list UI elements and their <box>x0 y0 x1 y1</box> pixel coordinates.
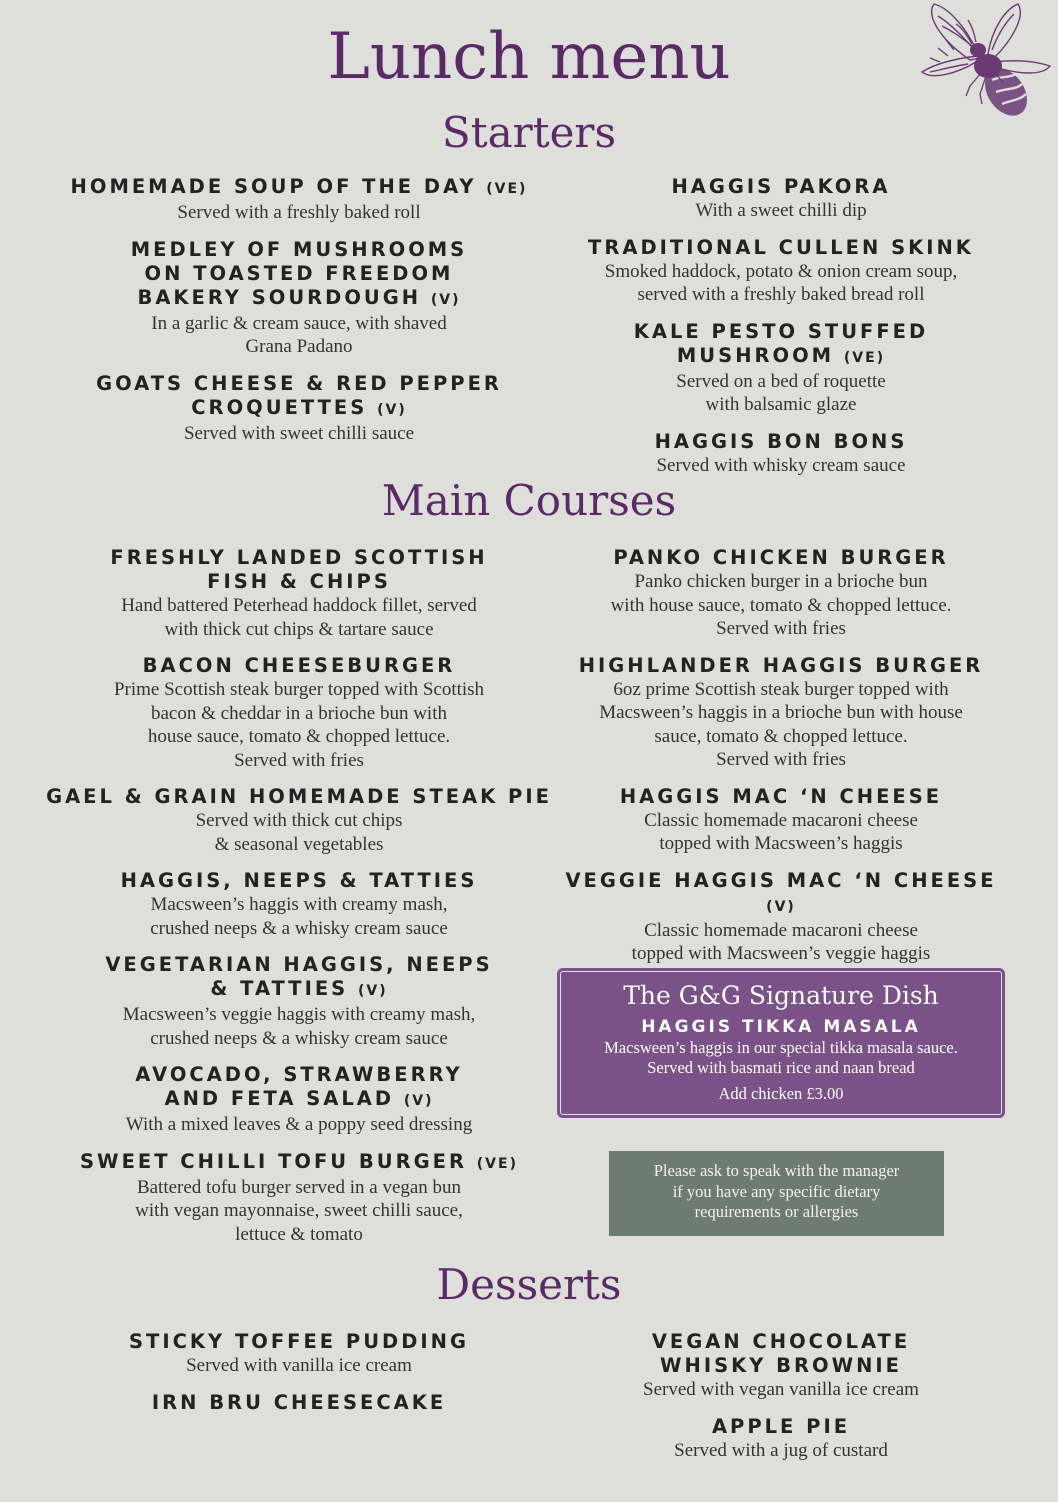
menu-item-description: Macsween’s haggis in a brioche bun with house <box>599 702 963 723</box>
desserts-right <box>552 1330 1010 1475</box>
menu-item <box>40 1150 558 1247</box>
menu-item-name-text: PANKO CHICKEN BURGER <box>613 546 949 569</box>
menu-item-description: Classic homemade macaroni cheese <box>644 919 918 941</box>
menu-item-name <box>552 344 1010 370</box>
menu-item-description: served with a freshly baked bread roll <box>637 284 925 305</box>
menu-item <box>552 430 1010 478</box>
menu-item-name <box>40 175 558 201</box>
dietary-tag: (VE) <box>843 349 886 366</box>
menu-item <box>552 869 1010 966</box>
menu-item-name <box>552 654 1010 678</box>
menu-item-description: Served with a freshly baked roll <box>177 202 421 223</box>
menu-item-name <box>40 396 558 422</box>
menu-item-description: Served with vanilla ice cream <box>186 1355 412 1376</box>
menu-item-name-text: MUSHROOM <box>676 343 835 367</box>
menu-item-name <box>40 1150 558 1176</box>
menu-item <box>552 1415 1010 1463</box>
menu-item-description: 6oz prime Scottish steak burger topped with <box>613 678 949 700</box>
menu-item-name <box>552 1330 1010 1354</box>
menu-item-description: crushed neeps & a whisky cream sauce <box>150 1027 448 1049</box>
menu-item-description: with balsamic glaze <box>705 394 857 415</box>
menu-item-description: topped with Macsween’s haggis <box>659 833 903 854</box>
menu-item-name <box>40 286 558 312</box>
menu-item-description: Classic homemade macaroni cheese <box>644 809 918 831</box>
menu-item-name-text: TRADITIONAL CULLEN SKINK <box>588 235 974 259</box>
menu-item-name-text: & TATTIES <box>210 977 349 1000</box>
menu-item-description: Smoked haddock, potato & onion cream soup, <box>604 260 958 282</box>
menu-item-name-text: BAKERY SOURDOUGH <box>137 285 422 309</box>
mains-right <box>552 546 1010 979</box>
menu-item-name <box>40 869 558 893</box>
menu-item-name <box>40 654 558 678</box>
signature-title: The G&G Signature Dish <box>623 981 939 1010</box>
menu-item-name-text: HAGGIS PAKORA <box>671 175 891 198</box>
menu-item-description: with house sauce, tomato & chopped lettuce. <box>610 594 952 616</box>
menu-item-name <box>40 546 558 570</box>
menu-item-name <box>40 1087 558 1113</box>
signature-desc-line: Macsween’s haggis in our special tikka masala sauce. <box>604 1038 958 1057</box>
menu-item-description: Macsween’s veggie haggis with creamy mash, <box>122 1004 476 1025</box>
menu-item-name-text: HAGGIS BON BONS <box>654 429 908 453</box>
menu-item-name <box>552 869 1010 919</box>
menu-item-name <box>40 977 558 1003</box>
menu-item-name <box>552 546 1010 570</box>
menu-item-description: crushed neeps & a whisky cream sauce <box>150 917 448 939</box>
menu-item <box>552 175 1010 223</box>
menu-item-name-text: BACON CHEESEBURGER <box>142 654 456 677</box>
menu-item-name-text: CROQUETTES <box>191 395 368 419</box>
menu-item-name <box>552 236 1010 260</box>
menu-item-description: with thick cut chips & tartare sauce <box>164 618 434 640</box>
menu-item-description: Served with fries <box>234 749 364 771</box>
menu-item-name <box>552 430 1010 454</box>
menu-item-name <box>552 320 1010 344</box>
menu-item-name-text: VEGGIE HAGGIS MAC ‘N CHEESE <box>565 868 997 892</box>
desserts-left <box>40 1330 558 1428</box>
menu-item <box>552 1330 1010 1402</box>
menu-item-description: lettuce & tomato <box>235 1223 363 1245</box>
menu-item-name-text: HAGGIS, NEEPS & TATTIES <box>120 869 478 892</box>
menu-item <box>40 1330 558 1378</box>
menu-item-description: Prime Scottish steak burger topped with Scottish <box>113 679 485 700</box>
menu-item-description: Grana Padano <box>245 336 353 357</box>
menu-item-name-text: VEGETARIAN HAGGIS, NEEPS <box>105 953 493 976</box>
signature-dish-box <box>557 968 1005 1118</box>
menu-item <box>552 785 1010 856</box>
menu-item-name <box>552 785 1010 809</box>
signature-extra: Add chicken £3.00 <box>718 1084 844 1103</box>
menu-item-name <box>40 1063 558 1087</box>
menu-item-name <box>40 785 558 809</box>
menu-item-description: Served with fries <box>716 749 846 770</box>
menu-item-name-text: SWEET CHILLI TOFU BURGER <box>80 1149 467 1173</box>
menu-item-name <box>40 238 558 262</box>
menu-item-name-text: HAGGIS MAC ‘N CHEESE <box>619 784 943 808</box>
menu-item-name <box>40 953 558 977</box>
menu-item <box>40 238 558 359</box>
menu-item-name <box>552 1415 1010 1439</box>
bee-icon <box>908 0 1058 125</box>
menu-item-description: topped with Macsween’s veggie haggis <box>631 943 931 964</box>
menu-item-name-text: HIGHLANDER HAGGIS BURGER <box>578 653 984 677</box>
menu-item <box>40 785 558 856</box>
menu-item-name-text: VEGAN CHOCOLATE <box>651 1330 911 1353</box>
notice-line: if you have any specific dietary <box>672 1181 881 1201</box>
mains-left <box>40 546 558 1259</box>
menu-item-description: Served with thick cut chips <box>195 810 403 831</box>
desserts-heading: Desserts <box>436 1260 622 1309</box>
menu-item-description: house sauce, tomato & chopped lettuce. <box>147 726 451 747</box>
menu-item-name-text: APPLE PIE <box>711 1414 851 1438</box>
menu-item-name <box>40 262 558 286</box>
signature-dish-name: HAGGIS TIKKA MASALA <box>641 1017 921 1037</box>
signature-desc-line: Served with basmati rice and naan bread <box>647 1058 915 1077</box>
menu-item-description: Served with fries <box>716 618 846 639</box>
menu-item-name <box>40 1391 558 1415</box>
menu-item-name-text: KALE PESTO STUFFED <box>633 319 929 343</box>
dietary-tag: (V) <box>377 401 407 418</box>
menu-item-name-text: MEDLEY OF MUSHROOMS <box>130 237 468 261</box>
dietary-notice <box>609 1151 944 1236</box>
menu-item <box>40 372 558 446</box>
menu-item <box>40 1391 558 1415</box>
menu-item-description: Battered tofu burger served in a vegan bun <box>136 1176 462 1198</box>
starters-right <box>552 175 1010 490</box>
menu-item-description: & seasonal vegetables <box>214 833 384 855</box>
menu-item-description: Served with sweet chilli sauce <box>183 422 415 444</box>
menu-item <box>552 320 1010 417</box>
dietary-tag: (VE) <box>476 1155 518 1172</box>
menu-item-name-text: IRN BRU CHEESECAKE <box>151 1390 447 1414</box>
menu-item-description: Served with a jug of custard <box>674 1439 888 1461</box>
menu-item <box>40 1063 558 1137</box>
menu-item-description: Hand battered Peterhead haddock fillet, served <box>121 595 477 616</box>
menu-item <box>552 236 1010 307</box>
menu-item <box>40 546 558 641</box>
menu-item-name-text: AVOCADO, STRAWBERRY <box>135 1063 463 1086</box>
starters-heading: Starters <box>441 108 617 157</box>
menu-item <box>552 654 1010 772</box>
menu-item-description: In a garlic & cream sauce, with shaved <box>151 312 447 334</box>
notice-line: Please ask to speak with the manager <box>653 1161 900 1180</box>
menu-item-description: bacon & cheddar in a brioche bun with <box>151 702 447 724</box>
menu-item-name <box>552 1354 1010 1378</box>
menu-item-description: Served with whisky cream sauce <box>656 454 906 476</box>
menu-item-description: Macsween’s haggis with creamy mash, <box>150 894 448 915</box>
menu-item-name-text: FRESHLY LANDED SCOTTISH <box>110 546 488 569</box>
menu-item-name <box>40 1330 558 1354</box>
menu-item-description: With a mixed leaves & a poppy seed dressing <box>125 1114 473 1135</box>
page-title: Lunch menu <box>327 20 731 94</box>
dietary-tag: (V) <box>403 1093 434 1109</box>
menu-item <box>40 654 558 772</box>
menu-item-name-text: FISH & CHIPS <box>207 570 391 593</box>
dietary-tag: (V) <box>766 898 796 915</box>
menu-item-description: Served with vegan vanilla ice cream <box>643 1379 919 1400</box>
notice-line: requirements or allergies <box>694 1202 859 1221</box>
menu-item-name <box>40 570 558 594</box>
menu-item-description: with vegan mayonnaise, sweet chilli sauce, <box>135 1200 463 1221</box>
menu-item-name <box>40 372 558 396</box>
menu-item-name <box>552 175 1010 199</box>
starters-left <box>40 175 558 458</box>
menu-item <box>40 869 558 940</box>
menu-item-name-text: ON TOASTED FREEDOM <box>144 261 454 285</box>
dietary-tag: (V) <box>430 291 461 308</box>
menu-item-name-text: STICKY TOFFEE PUDDING <box>129 1330 469 1353</box>
menu-item <box>40 953 558 1050</box>
menu-item-description: Served on a bed of roquette <box>676 370 886 392</box>
menu-item-name-text: HOMEMADE SOUP OF THE DAY <box>70 175 477 198</box>
menu-item-description: Panko chicken burger in a brioche bun <box>634 571 928 592</box>
main-courses-heading: Main Courses <box>381 476 677 525</box>
dietary-tag: (V) <box>358 983 388 999</box>
dietary-tag: (VE) <box>486 181 528 197</box>
menu-item-name-text: GAEL & GRAIN HOMEMADE STEAK PIE <box>46 785 552 808</box>
menu-item <box>40 175 558 225</box>
menu-item-name-text: GOATS CHEESE & RED PEPPER <box>96 371 502 395</box>
menu-item-name-text: AND FETA SALAD <box>164 1087 395 1110</box>
menu-item-description: With a sweet chilli dip <box>695 200 867 221</box>
menu-item-description: sauce, tomato & chopped lettuce. <box>654 725 908 747</box>
menu-item-name-text: WHISKY BROWNIE <box>659 1354 902 1377</box>
menu-item <box>552 546 1010 641</box>
